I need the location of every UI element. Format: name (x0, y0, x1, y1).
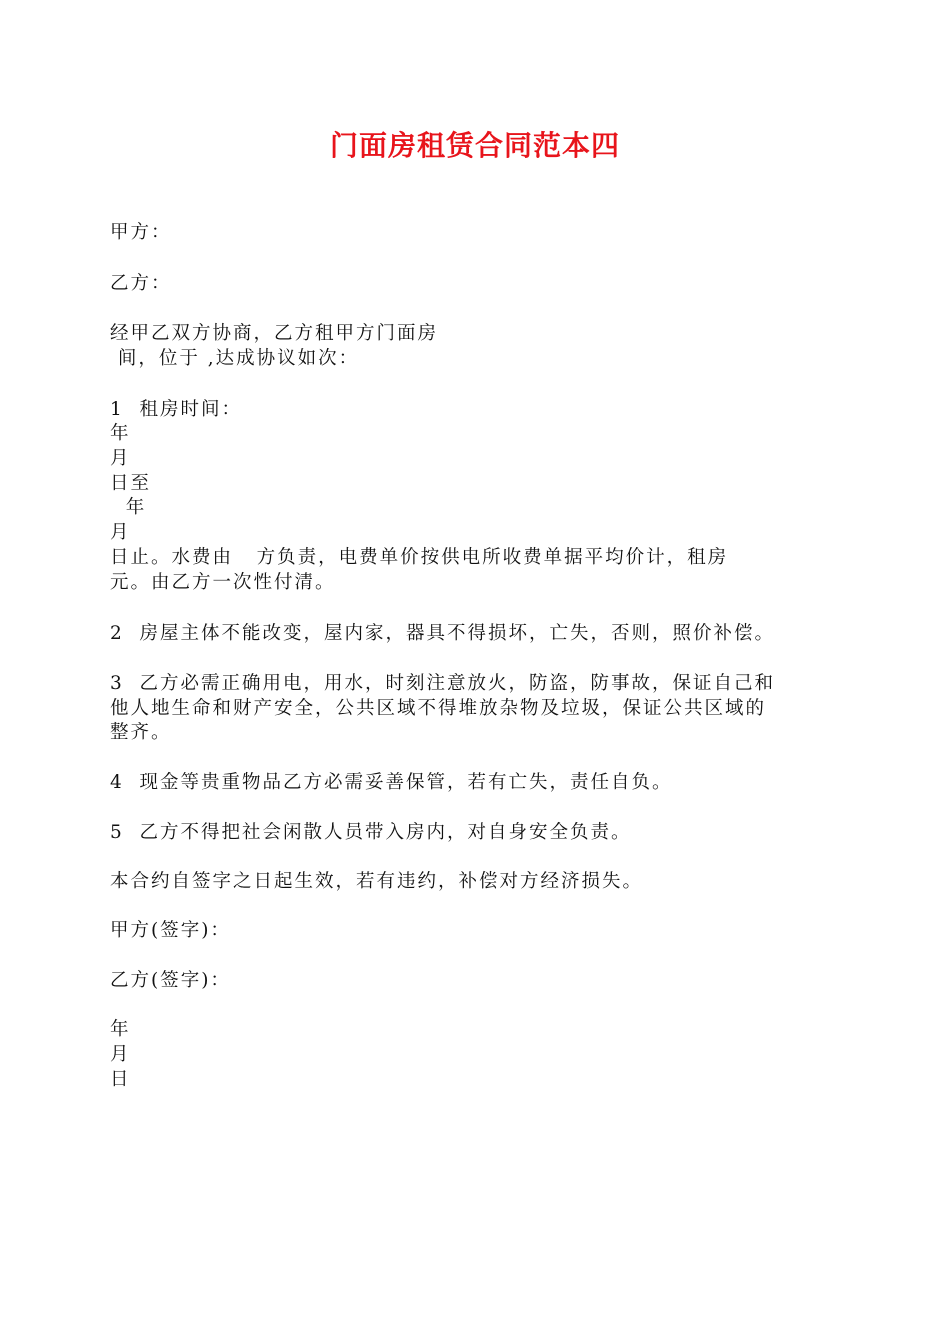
date-month: 月 (110, 1044, 131, 1065)
clause-1-month-end: 月 (110, 522, 131, 543)
date-day: 日 (110, 1069, 131, 1090)
intro-line-2: 间，位于 ,达成协议如次： (110, 348, 360, 369)
clause-1-year-start: 年 (110, 423, 131, 444)
clause-4: 4 现金等贵重物品乙方必需妥善保管，若有亡失，责任自负。 (110, 772, 673, 793)
clause-3-line-3: 整齐。 (110, 722, 172, 743)
clause-3-line-2: 他人地生命和财产安全，公共区域不得堆放杂物及垃圾，保证公共区域的 (110, 698, 767, 719)
clause-5: 5 乙方不得把社会闲散人员带入房内，对自身安全负责。 (110, 822, 632, 843)
party-a-label: 甲方： (110, 222, 172, 243)
clause-1-day-to: 日至 (110, 473, 152, 494)
clause-1-payment-line: 元。由乙方一次性付清。 (110, 572, 336, 593)
clause-2: 2 房屋主体不能改变，屋内家，器具不得损坏，亡失，否则，照价补偿。 (110, 623, 776, 644)
document-title: 门面房租赁合同范本四 (329, 129, 620, 162)
effect-clause: 本合约自签字之日起生效，若有违约，补偿对方经济损失。 (110, 871, 644, 892)
clause-3-line-1: 3 乙方必需正确用电，用水，时刻注意放火，防盗，防事故，保证自己和 (110, 673, 776, 694)
party-a-signature: 甲方(签字)： (110, 920, 231, 941)
party-b-signature: 乙方(签字)： (110, 970, 231, 991)
clause-1-year-end: 年 (110, 497, 147, 518)
party-b-label: 乙方： (110, 273, 172, 294)
clause-1-month-start: 月 (110, 448, 131, 469)
intro-line-1: 经甲乙双方协商，乙方租甲方门面房 (110, 323, 439, 344)
date-year: 年 (110, 1019, 131, 1040)
clause-1-heading: 1 租房时间： (110, 399, 243, 420)
clause-1-fee-line: 日止。水费由 方负责，电费单价按供电所收费单据平均价计，租房 (110, 547, 729, 568)
